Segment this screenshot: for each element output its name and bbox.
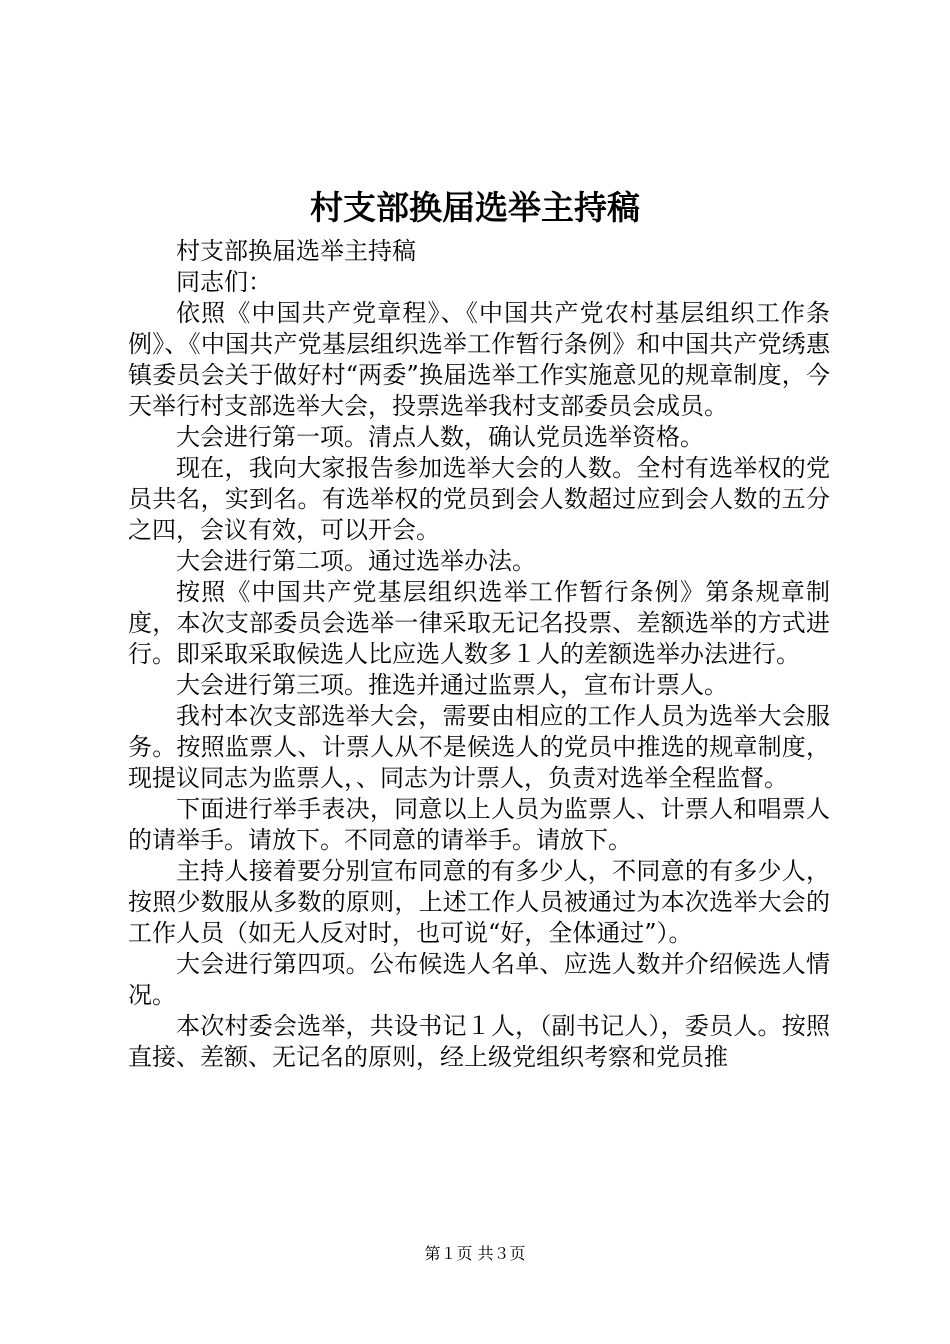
paragraph: 大会进行第三项。推选并通过监票人，宣布计票人。 [176, 671, 728, 699]
paragraph: 按照《中国共产党基层组织选举工作暂行条例》第条规章制度，本次支部委员会选举一律采取无记名投票、差额选举的方式进行。即采取采取候选人比应选人数多１人的差额选举办法进行。 [128, 578, 830, 668]
paragraph: 大会进行第二项。通过选举办法。 [176, 547, 536, 575]
paragraph: 大会进行第一项。清点人数，确认党员选举资格。 [176, 423, 704, 451]
document-title: 村支部换届选举主持稿 [310, 188, 640, 227]
document-body [128, 236, 830, 1073]
paragraph: 本次村委会选举，共设书记１人，（副书记人），委员人。按照直接、差额、无记名的原则，经上级党组织考察和党员推 [128, 1012, 830, 1071]
paragraph: 下面进行举手表决，同意以上人员为监票人、计票人和唱票人的请举手。请放下。不同意的请举手。请放下。 [128, 795, 830, 854]
paragraph: 我村本次支部选举大会，需要由相应的工作人员为选举大会服务。按照监票人、计票人从不是候选人的党员中推选的规章制度，现提议同志为监票人，、同志为计票人，负责对选举全程监督。 [128, 702, 830, 792]
paragraph: 大会进行第四项。公布候选人名单、应选人数并介绍候选人情况。 [128, 950, 830, 1009]
page-number-label: 第１页 共３页 [424, 1244, 526, 1263]
page-footer [0, 1244, 950, 1264]
paragraph: 村支部换届选举主持稿 [176, 237, 416, 265]
paragraph: 依照《中国共产党章程》、《中国共产党农村基层组织工作条例》、《中国共产党基层组织选举工作暂行条例》和中国共产党绣惠镇委员会关于做好村“两委”换届选举工作实施意见的规章制度，今天举行村支部选举大会，投票选举我村支部委员会成员。 [128, 299, 830, 420]
paragraph: 主持人接着要分别宣布同意的有多少人，不同意的有多少人，按照少数服从多数的原则，上述工作人员被通过为本次选举大会的工作人员（如无人反对时，也可说“好，全体通过”）。 [128, 857, 830, 947]
paragraph: 现在，我向大家报告参加选举大会的人数。全村有选举权的党员共名，实到名。有选举权的党员到会人数超过应到会人数的五分之四，会议有效，可以开会。 [128, 454, 830, 544]
paragraph: 同志们： [176, 268, 272, 296]
